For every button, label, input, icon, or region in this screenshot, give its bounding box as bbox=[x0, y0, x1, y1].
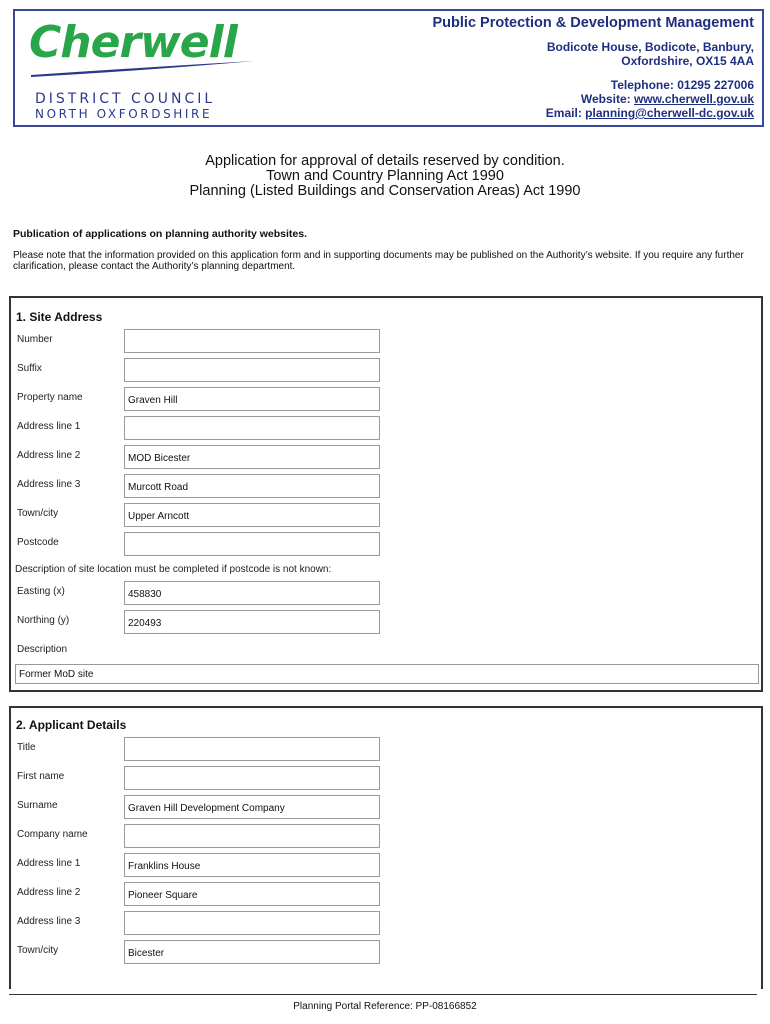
description-field[interactable]: Former MoD site bbox=[15, 664, 759, 684]
title-field[interactable] bbox=[124, 737, 380, 761]
company-name-field[interactable] bbox=[124, 824, 380, 848]
website-label: Website: bbox=[580, 92, 634, 106]
website-line bbox=[433, 92, 754, 106]
first-name-field[interactable] bbox=[124, 766, 380, 790]
email-label: Email: bbox=[545, 106, 586, 120]
address-line-1-field[interactable] bbox=[124, 416, 380, 440]
title-line-1: Application for approval of details reserved by condition. bbox=[205, 153, 565, 169]
field-label: Address line 1 bbox=[17, 858, 81, 869]
section-title: 2. Applicant Details bbox=[16, 718, 127, 732]
field-label: Address line 1 bbox=[17, 421, 81, 432]
field-label: Suffix bbox=[17, 363, 42, 374]
town-city-field[interactable]: Upper Arncott bbox=[124, 503, 380, 527]
contact-block bbox=[433, 15, 754, 120]
field-label: Postcode bbox=[17, 537, 59, 548]
field-label: Number bbox=[17, 334, 53, 345]
applicant-address-line-2-field[interactable]: Pioneer Square bbox=[124, 882, 380, 906]
applicant-town-city-field[interactable]: Bicester bbox=[124, 940, 380, 964]
title-line-3: Planning (Listed Buildings and Conservation Areas) Act 1990 bbox=[189, 183, 581, 199]
letterhead bbox=[13, 9, 764, 127]
field-label: Town/city bbox=[17, 945, 59, 956]
property-name-field[interactable]: Graven Hill bbox=[124, 387, 380, 411]
field-label: Address line 2 bbox=[17, 887, 81, 898]
field-label: Town/city bbox=[17, 508, 59, 519]
website-link[interactable]: www.cherwell.gov.uk bbox=[633, 92, 754, 106]
field-label: Northing (y) bbox=[17, 615, 70, 626]
easting-field[interactable]: 458830 bbox=[124, 581, 380, 605]
northing-field[interactable]: 220493 bbox=[124, 610, 380, 634]
council-region: NORTH OXFORDSHIRE bbox=[35, 107, 213, 121]
address-line-2: Oxfordshire, OX15 4AA bbox=[621, 54, 754, 68]
field-label: Address line 3 bbox=[17, 479, 81, 490]
publication-note: Please note that the information provided on this application form and in supporting documents may be published on the Authority’s website. If you require any further clarification, please contact the Authority’s planning department. bbox=[13, 250, 744, 272]
applicant-details-section bbox=[9, 706, 763, 989]
field-label: Description bbox=[17, 644, 68, 655]
field-label: Title bbox=[17, 742, 36, 753]
field-label: First name bbox=[17, 771, 65, 782]
council-logo-word: Cherwell bbox=[29, 17, 237, 68]
logo-swoosh-icon bbox=[29, 57, 259, 79]
site-address-section bbox=[9, 296, 763, 692]
email-link[interactable]: planning@cherwell-dc.gov.uk bbox=[585, 106, 754, 120]
council-name: DISTRICT COUNCIL bbox=[35, 91, 216, 107]
applicant-address-line-3-field[interactable] bbox=[124, 911, 380, 935]
field-label: Easting (x) bbox=[17, 586, 65, 597]
field-label: Address line 3 bbox=[17, 916, 81, 927]
footer-divider bbox=[9, 994, 757, 995]
telephone: Telephone: 01295 227006 bbox=[610, 78, 754, 92]
location-note: Description of site location must be completed if postcode is not known: bbox=[15, 564, 332, 575]
suffix-field[interactable] bbox=[124, 358, 380, 382]
publication-heading: Publication of applications on planning authority websites. bbox=[13, 228, 308, 240]
field-label: Surname bbox=[17, 800, 58, 811]
address-line-1: Bodicote House, Bodicote, Banbury, bbox=[546, 40, 754, 54]
title-line-2: Town and Country Planning Act 1990 bbox=[266, 168, 504, 184]
department-name: Public Protection & Development Management bbox=[432, 15, 754, 31]
number-field[interactable] bbox=[124, 329, 380, 353]
portal-reference: Planning Portal Reference: PP-08166852 bbox=[293, 1001, 477, 1012]
surname-field[interactable]: Graven Hill Development Company bbox=[124, 795, 380, 819]
email-line bbox=[433, 106, 754, 120]
postcode-field[interactable] bbox=[124, 532, 380, 556]
address-line-3-field[interactable]: Murcott Road bbox=[124, 474, 380, 498]
field-label: Address line 2 bbox=[17, 450, 81, 461]
field-label: Property name bbox=[17, 392, 83, 403]
form-title bbox=[0, 154, 770, 199]
field-label: Company name bbox=[17, 829, 88, 840]
address-line-2-field[interactable]: MOD Bicester bbox=[124, 445, 380, 469]
applicant-address-line-1-field[interactable]: Franklins House bbox=[124, 853, 380, 877]
section-title: 1. Site Address bbox=[16, 310, 103, 324]
